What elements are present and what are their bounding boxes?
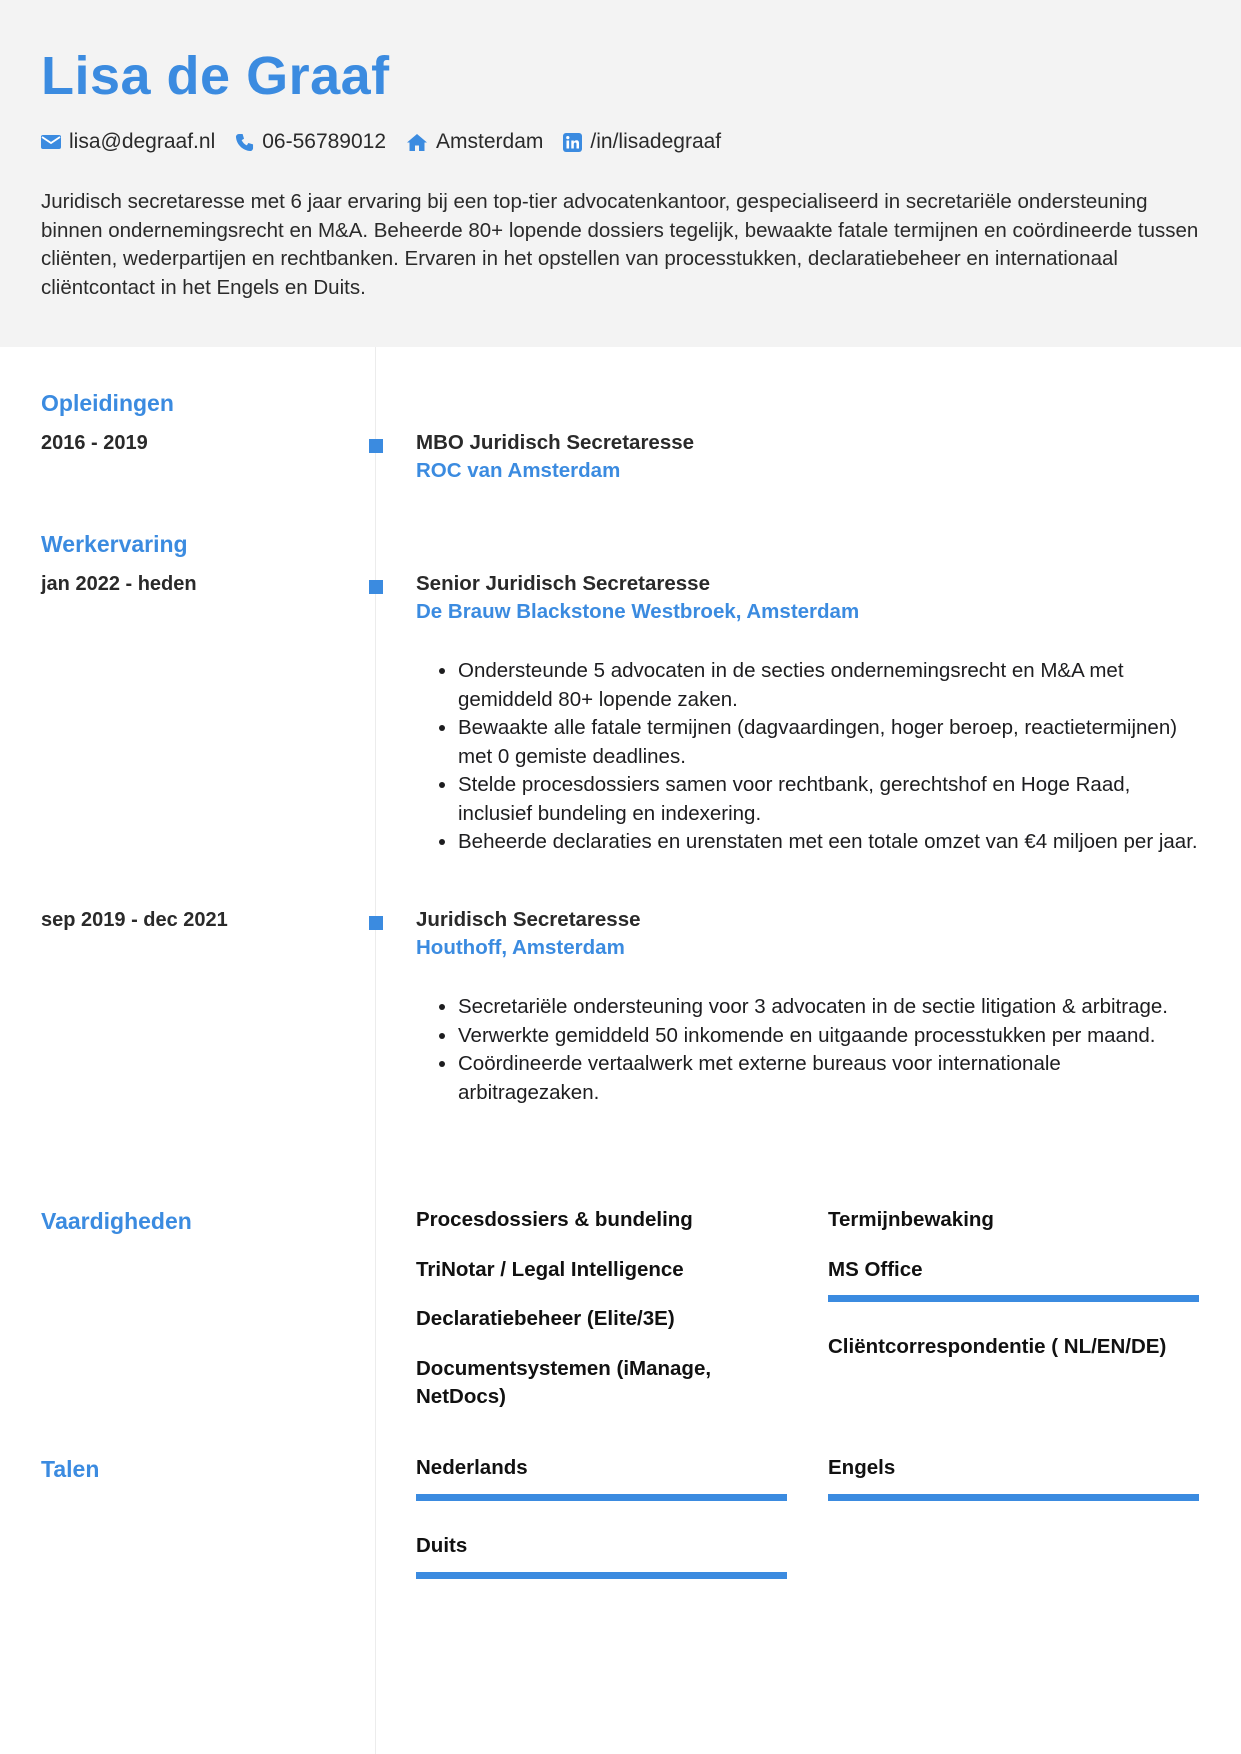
- list-item: • Verwerkte gemiddeld 50 inkomende en uitgaande processtukken per maand.: [458, 1022, 1206, 1051]
- section-title-experience: Werkervaring: [41, 531, 188, 557]
- job-date: sep 2019 - dec 2021: [41, 909, 228, 931]
- timeline-marker: [369, 580, 383, 594]
- job-title: Senior Juridisch Secretaresse: [416, 572, 710, 595]
- timeline-marker: [369, 916, 383, 930]
- contact-bar: [41, 128, 741, 156]
- skill-item: TriNotar / Legal Intelligence: [416, 1258, 684, 1281]
- language-level-bar: [416, 1494, 787, 1501]
- job-employer: Houthoff, Amsterdam: [416, 936, 625, 959]
- profile-summary: Juridisch secretaresse met 6 jaar ervaring bij een top-tier advocatenkantoor, gespecialiseerd in secretariële ondersteuning binnen ondernemingsrecht en M&A. Beheerde 80+ lopende dossiers tegelijk, bewaakte fatale termijnen en coördineerde tussen cliënten, wederpartijen en rechtbanken. Ervaren in het opstellen van processtukken, declaratiebeheer en internationaal cliëntcontact in het Engels en Duits.: [41, 190, 1199, 299]
- language-item: Nederlands: [416, 1456, 528, 1479]
- city-text: Amsterdam: [436, 130, 544, 153]
- skill-item: Cliëntcorrespondentie ( NL/EN/DE): [828, 1335, 1167, 1358]
- skill-item: Declaratiebeheer (Elite/3E): [416, 1307, 675, 1330]
- job-employer: De Brauw Blackstone Westbroek, Amsterdam: [416, 600, 860, 623]
- education-school: ROC van Amsterdam: [416, 459, 621, 482]
- language-level-bar: [416, 1572, 787, 1579]
- list-item: • Secretariële ondersteuning voor 3 advocaten in de sectie litigation & arbitrage.: [458, 993, 1206, 1022]
- list-item: • Stelde procesdossiers samen voor rechtbank, gerechtshof en Hoge Raad, inclusief bundeling en indexering.: [458, 771, 1206, 828]
- education-date: 2016 - 2019: [41, 432, 148, 454]
- contact-email[interactable]: [41, 130, 215, 154]
- linkedin-icon: [563, 133, 582, 152]
- skill-item: Procesdossiers & bundeling: [416, 1208, 693, 1231]
- envelope-icon: [41, 134, 61, 150]
- email-text[interactable]: lisa@degraaf.nl: [69, 130, 216, 153]
- home-icon: [406, 133, 428, 152]
- skill-item: Documentsystemen (iManage, NetDocs): [416, 1357, 712, 1408]
- job-title: Juridisch Secretaresse: [416, 908, 641, 931]
- job-bullets: [416, 993, 1206, 1107]
- section-title-education: Opleidingen: [41, 390, 174, 416]
- list-item: • Coördineerde vertaalwerk met externe bureaus voor internationale arbitragezaken.: [458, 1050, 1206, 1107]
- contact-city: [406, 130, 543, 154]
- skill-item: Termijnbewaking: [828, 1208, 994, 1231]
- phone-icon: [235, 133, 254, 152]
- list-item: • Bewaakte alle fatale termijnen (dagvaardingen, hoger beroep, reactietermijnen) met 0 gemiste deadlines.: [458, 714, 1206, 771]
- list-item: • Beheerde declaraties en urenstaten met een totale omzet van €4 miljoen per jaar.: [458, 828, 1206, 857]
- section-title-skills: Vaardigheden: [41, 1208, 192, 1234]
- list-item: • Ondersteunde 5 advocaten in de secties ondernemingsrecht en M&A met gemiddeld 80+ lopende zaken.: [458, 657, 1206, 714]
- timeline-marker: [369, 439, 383, 453]
- language-item: Duits: [416, 1534, 468, 1557]
- contact-linkedin[interactable]: [563, 130, 721, 154]
- candidate-name: Lisa de Graaf: [41, 46, 390, 106]
- education-degree: MBO Juridisch Secretaresse: [416, 431, 695, 454]
- header: [0, 0, 1241, 347]
- language-item: Engels: [828, 1456, 896, 1479]
- column-divider: [375, 347, 376, 1754]
- job-date: jan 2022 - heden: [41, 573, 197, 595]
- language-level-bar: [828, 1494, 1199, 1501]
- job-bullets: [416, 657, 1206, 857]
- phone-text[interactable]: 06-56789012: [262, 130, 387, 153]
- contact-phone[interactable]: [235, 130, 386, 154]
- skill-level-bar: [828, 1295, 1199, 1302]
- linkedin-text[interactable]: /in/lisadegraaf: [590, 130, 722, 153]
- section-title-languages: Talen: [41, 1456, 100, 1482]
- skill-item: MS Office: [828, 1258, 923, 1281]
